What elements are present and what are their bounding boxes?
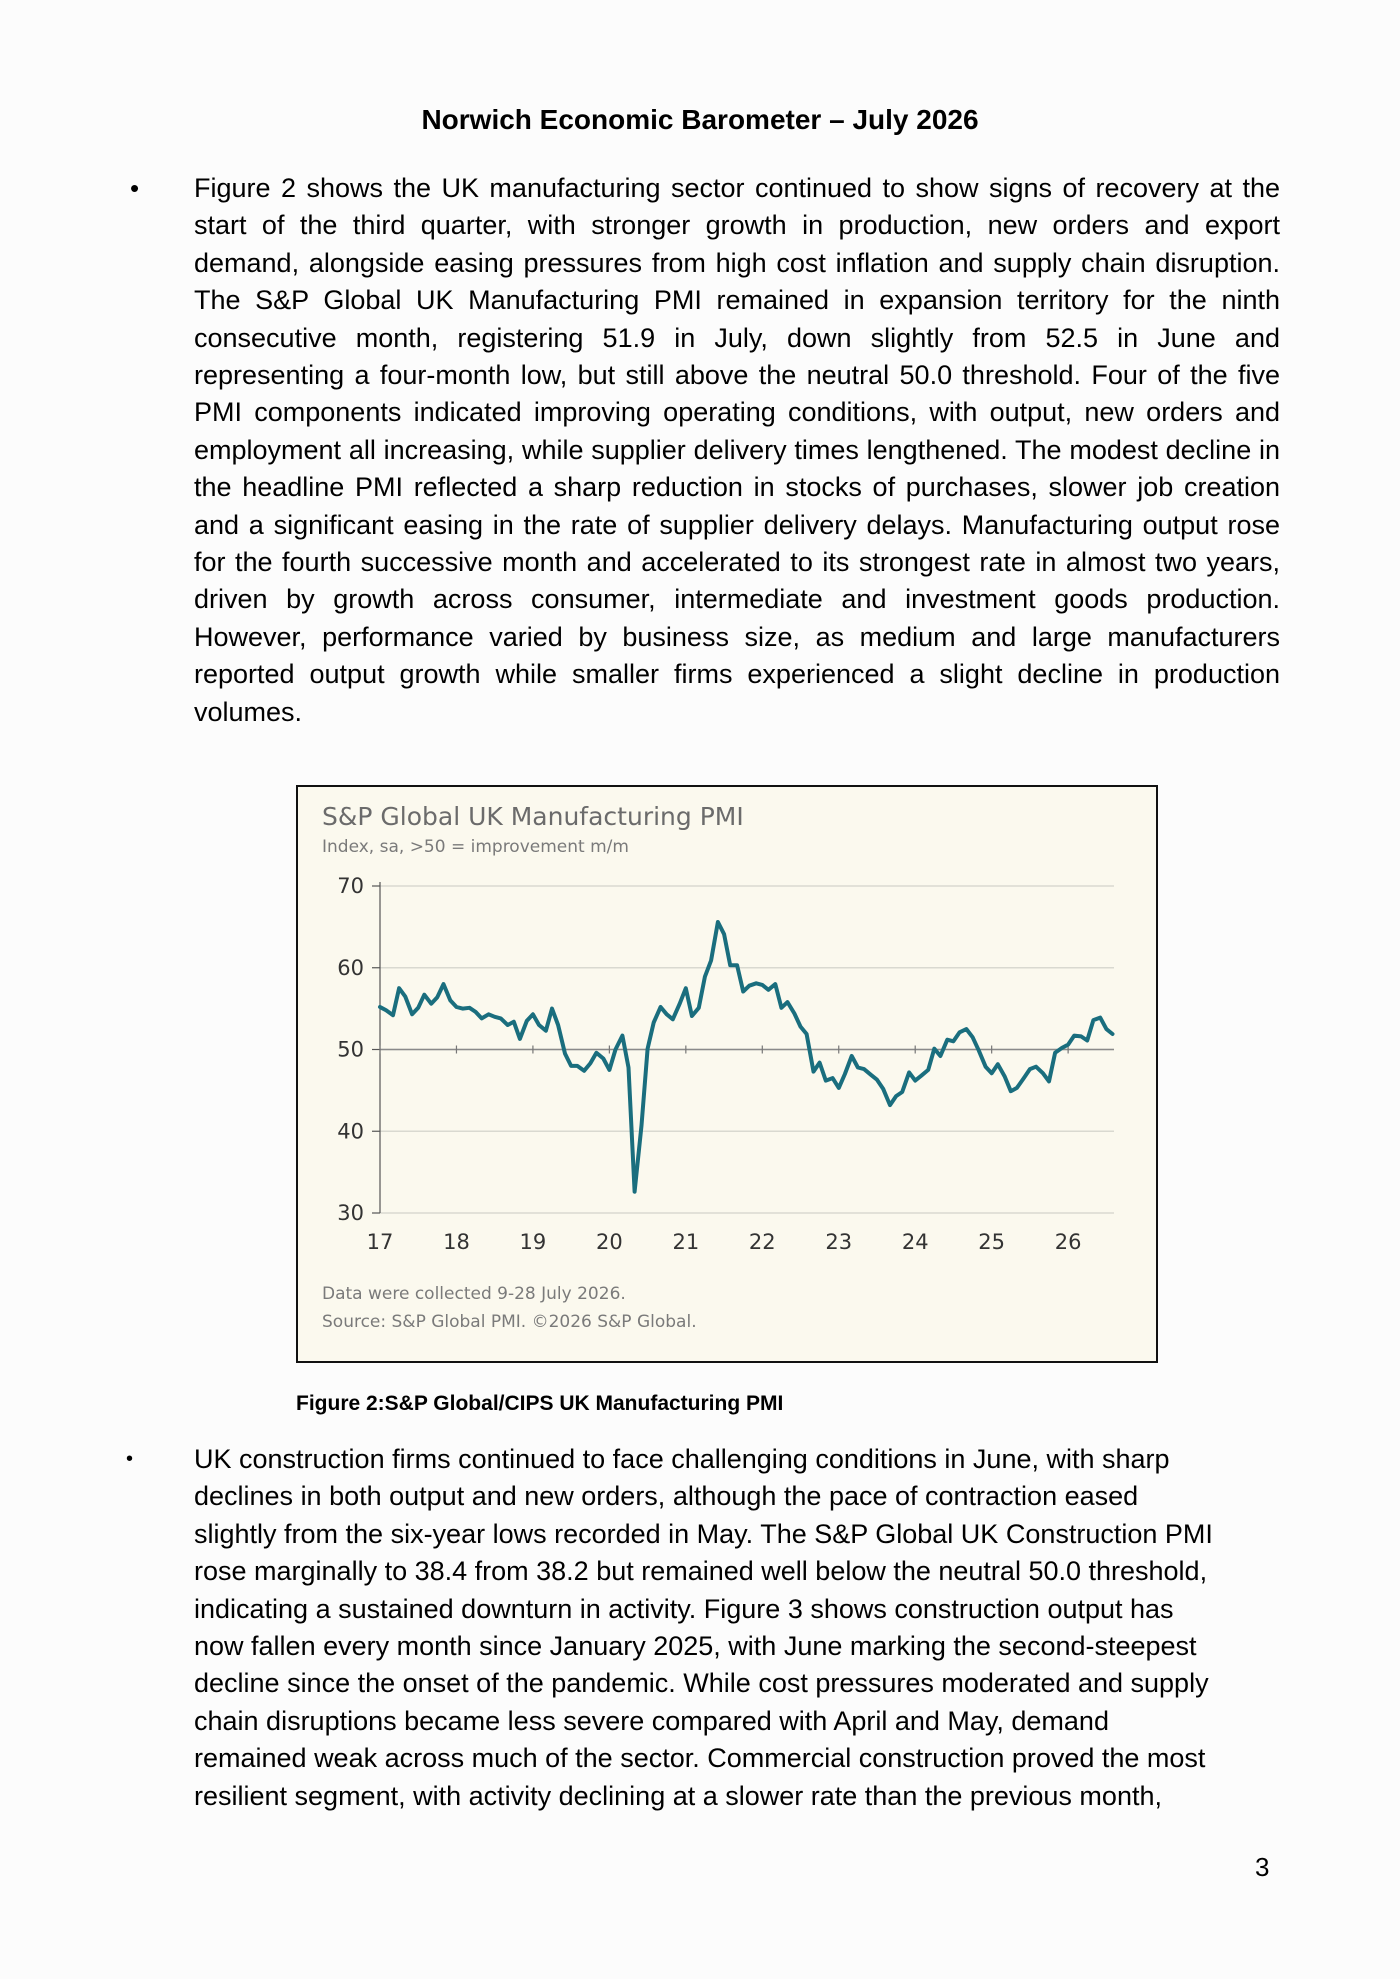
- bullet-marker: •: [126, 1448, 134, 1470]
- pmi-data-point: [775, 984, 776, 985]
- pmi-data-point: [902, 1092, 903, 1093]
- pmi-data-point: [653, 1022, 654, 1023]
- pmi-data-point: [711, 960, 712, 961]
- pmi-data-point: [1049, 1081, 1050, 1082]
- pmi-data-point: [596, 1052, 597, 1053]
- pmi-data-point: [443, 984, 444, 985]
- page-number: 3: [1255, 1852, 1270, 1882]
- pmi-data-point: [513, 1021, 514, 1022]
- pmi-data-point: [500, 1018, 501, 1019]
- pmi-data-point: [565, 1053, 566, 1054]
- construction-paragraph-line: indicating a sustained downturn in activity. Figure 3 shows construction output has: [194, 1593, 1174, 1624]
- pmi-data-point: [877, 1079, 878, 1080]
- pmi-data-point: [921, 1075, 922, 1076]
- pmi-data-point: [380, 1007, 381, 1008]
- pmi-data-point: [896, 1096, 897, 1097]
- pmi-data-point: [934, 1048, 935, 1049]
- pmi-data-point: [1062, 1047, 1063, 1048]
- pmi-data-point: [386, 1010, 387, 1011]
- pmi-data-point: [832, 1078, 833, 1079]
- pmi-data-point: [724, 934, 725, 935]
- pmi-data-point: [762, 984, 763, 985]
- pmi-data-point: [864, 1069, 865, 1070]
- pmi-data-point: [1081, 1036, 1082, 1037]
- pmi-data-point: [787, 1002, 788, 1003]
- y-tick-label: 50: [337, 1037, 364, 1062]
- construction-paragraph-line: decline since the onset of the pandemic. While cost pressures moderated and supply: [194, 1668, 1209, 1699]
- x-tick-label: 21: [672, 1230, 700, 1254]
- pmi-data-point: [794, 1013, 795, 1014]
- pmi-data-point: [947, 1039, 948, 1040]
- pmi-data-point: [857, 1067, 858, 1068]
- pmi-data-point: [393, 1015, 394, 1016]
- x-tick-label: 24: [901, 1230, 929, 1254]
- pmi-data-point: [641, 1125, 642, 1126]
- x-tick-label: 22: [748, 1230, 776, 1254]
- pmi-data-point: [456, 1007, 457, 1008]
- pmi-data-point: [1068, 1044, 1069, 1045]
- pmi-data-point: [685, 988, 686, 989]
- construction-paragraph-line: rose marginally to 38.4 from 38.2 but remained well below the neutral 50.0 threshold,: [194, 1556, 1208, 1587]
- x-tick-label: 20: [596, 1230, 623, 1254]
- y-tick-label: 40: [337, 1119, 364, 1144]
- pmi-data-point: [405, 996, 406, 997]
- pmi-data-point: [819, 1062, 820, 1063]
- pmi-data-point: [584, 1070, 585, 1071]
- pmi-data-point: [870, 1074, 871, 1075]
- chart-subtitle: Index, sa, >50 = improvement m/m: [322, 837, 629, 857]
- pmi-data-point: [743, 991, 744, 992]
- pmi-data-point: [1036, 1066, 1037, 1067]
- pmi-chart-plot: [298, 787, 1156, 1361]
- pmi-data-point: [1004, 1076, 1005, 1077]
- pmi-data-point: [978, 1050, 979, 1051]
- pmi-data-point: [399, 988, 400, 989]
- manufacturing-paragraph-text: Figure 2 shows the UK manufacturing sector continued to show signs of recovery at the start of the third quarter, with stronger growth in production, new orders and export demand, alongside easing pressures from high cost inflation and supply chain disruption. The S&P Global UK Manufacturing PMI remained in expansion territory for the ninth consecutive month, registering 51.9 in July, down slightly from 52.5 in June and representing a four-month low, but still above the neutral 50.0 threshold. Four of the five PMI components indicated improving operating conditions, with output, new orders and employment all increasing, while supplier delivery times lengthened. The modest decline in the headline PMI reflected a sharp reduction in stocks of purchases, slower job creation and a significant easing in the rate of supplier delivery delays. Manufacturing output rose for the fourth successive month and accelerated to its strongest rate in almost two years, driven by growth across consumer, intermediate and investment goods production. However, performance varied by business size, as medium and large manufacturers reported output growth while smaller firms experienced a slight decline in production volumes.: [194, 173, 1280, 727]
- construction-paragraph-line: resilient segment, with activity declining at a slower rate than the previous month,: [194, 1780, 1162, 1811]
- pmi-data-point: [1016, 1087, 1017, 1088]
- x-tick-label: 25: [978, 1230, 1006, 1254]
- pmi-data-point: [781, 1007, 782, 1008]
- pmi-data-point: [959, 1032, 960, 1033]
- pmi-data-point: [953, 1041, 954, 1042]
- pmi-data-point: [526, 1020, 527, 1021]
- manufacturing-paragraph: [110, 170, 1280, 731]
- pmi-data-point: [437, 997, 438, 998]
- pmi-data-point: [704, 976, 705, 977]
- pmi-data-point: [424, 994, 425, 995]
- y-tick-label: 30: [337, 1201, 364, 1225]
- bullet-marker: •: [130, 173, 140, 203]
- pmi-data-point: [1087, 1040, 1088, 1041]
- construction-paragraph-line: remained weak across much of the sector. Commercial construction proved the most: [194, 1743, 1206, 1774]
- pmi-data-point: [532, 1014, 533, 1015]
- construction-paragraph-text: [194, 1441, 1276, 1815]
- pmi-data-point: [691, 1016, 692, 1017]
- pmi-series-line: [380, 922, 1113, 1192]
- chart-collection-note: Data were collected 9-28 July 2026.: [322, 1284, 626, 1304]
- pmi-data-point: [609, 1069, 610, 1070]
- x-tick-label: 17: [366, 1230, 394, 1254]
- pmi-data-point: [679, 1003, 680, 1004]
- pmi-data-point: [469, 1007, 470, 1008]
- pmi-data-point: [1100, 1017, 1101, 1018]
- x-tick-label: 18: [443, 1230, 470, 1254]
- x-tick-label: 19: [519, 1230, 547, 1254]
- pmi-data-point: [545, 1030, 546, 1031]
- pmi-data-point: [450, 1000, 451, 1001]
- pmi-data-point: [672, 1019, 673, 1020]
- pmi-data-point: [890, 1105, 891, 1106]
- construction-paragraph: [126, 1441, 1276, 1815]
- pmi-data-point: [825, 1080, 826, 1081]
- pmi-data-point: [615, 1049, 616, 1050]
- y-tick-label: 70: [337, 874, 364, 898]
- pmi-data-point: [883, 1088, 884, 1089]
- pmi-data-point: [915, 1080, 916, 1081]
- page-title: Norwich Economic Barometer – July 2026: [421, 104, 979, 135]
- pmi-data-point: [806, 1034, 807, 1035]
- pmi-data-point: [462, 1008, 463, 1009]
- construction-paragraph-line: slightly from the six-year lows recorded in May. The S&P Global UK Construction PMI: [194, 1518, 1213, 1549]
- chart-title: S&P Global UK Manufacturing PMI: [322, 802, 744, 831]
- pmi-data-point: [577, 1065, 578, 1066]
- pmi-data-point: [628, 1067, 629, 1068]
- pmi-data-point: [966, 1029, 967, 1030]
- pmi-data-point: [590, 1063, 591, 1064]
- pmi-data-point: [749, 985, 750, 986]
- pmi-data-point: [985, 1066, 986, 1067]
- pmi-data-point: [851, 1056, 852, 1057]
- pmi-data-point: [844, 1074, 845, 1075]
- pmi-data-point: [928, 1069, 929, 1070]
- pmi-data-point: [418, 1007, 419, 1008]
- construction-paragraph-line: now fallen every month since January 2025, with June marking the second-steepest: [194, 1631, 1197, 1662]
- pmi-data-point: [1055, 1052, 1056, 1053]
- pmi-data-point: [603, 1058, 604, 1059]
- pmi-data-point: [717, 922, 718, 923]
- pmi-data-point: [730, 965, 731, 966]
- pmi-data-point: [1106, 1029, 1107, 1030]
- pmi-data-point: [660, 1007, 661, 1008]
- chart-source-note: Source: S&P Global PMI. ©2026 S&P Global.: [322, 1312, 697, 1332]
- pmi-data-point: [552, 1008, 553, 1009]
- pmi-data-point: [1010, 1091, 1011, 1092]
- pmi-data-point: [813, 1071, 814, 1072]
- pmi-chart: [296, 785, 1158, 1363]
- pmi-data-point: [666, 1014, 667, 1015]
- pmi-data-point: [768, 989, 769, 990]
- x-tick-label: 26: [1054, 1230, 1082, 1254]
- pmi-data-point: [940, 1056, 941, 1057]
- pmi-data-point: [1042, 1073, 1043, 1074]
- pmi-data-point: [431, 1003, 432, 1004]
- pmi-data-point: [909, 1072, 910, 1073]
- figure-caption: Figure 2:S&P Global/CIPS UK Manufacturing PMI: [296, 1392, 784, 1415]
- construction-paragraph-line: declines in both output and new orders, although the pace of contraction eased: [194, 1481, 1139, 1512]
- pmi-data-point: [800, 1026, 801, 1027]
- pmi-data-point: [737, 965, 738, 966]
- pmi-data-point: [539, 1025, 540, 1026]
- pmi-data-point: [647, 1048, 648, 1049]
- pmi-data-point: [1093, 1020, 1094, 1021]
- pmi-data-point: [1023, 1078, 1024, 1079]
- pmi-data-point: [1029, 1069, 1030, 1070]
- pmi-data-point: [571, 1065, 572, 1066]
- pmi-data-point: [838, 1087, 839, 1088]
- pmi-data-point: [997, 1064, 998, 1065]
- pmi-data-point: [972, 1037, 973, 1038]
- pmi-data-point: [634, 1191, 635, 1192]
- pmi-data-point: [488, 1014, 489, 1015]
- pmi-data-point: [412, 1014, 413, 1015]
- pmi-data-point: [1112, 1034, 1113, 1035]
- pmi-data-point: [475, 1011, 476, 1012]
- pmi-data-point: [698, 1007, 699, 1008]
- pmi-data-point: [481, 1018, 482, 1019]
- pmi-data-point: [519, 1038, 520, 1039]
- pmi-data-point: [507, 1025, 508, 1026]
- x-tick-label: 23: [825, 1230, 853, 1254]
- pmi-data-point: [756, 983, 757, 984]
- construction-paragraph-line: chain disruptions became less severe compared with April and May, demand: [194, 1705, 1109, 1736]
- pmi-data-point: [494, 1016, 495, 1017]
- pmi-data-point: [1074, 1035, 1075, 1036]
- pmi-data-point: [991, 1073, 992, 1074]
- construction-paragraph-line: UK construction firms continued to face challenging conditions in June, with sharp: [194, 1444, 1170, 1474]
- pmi-data-point: [558, 1025, 559, 1026]
- pmi-data-point: [622, 1035, 623, 1036]
- y-tick-label: 60: [337, 955, 364, 980]
